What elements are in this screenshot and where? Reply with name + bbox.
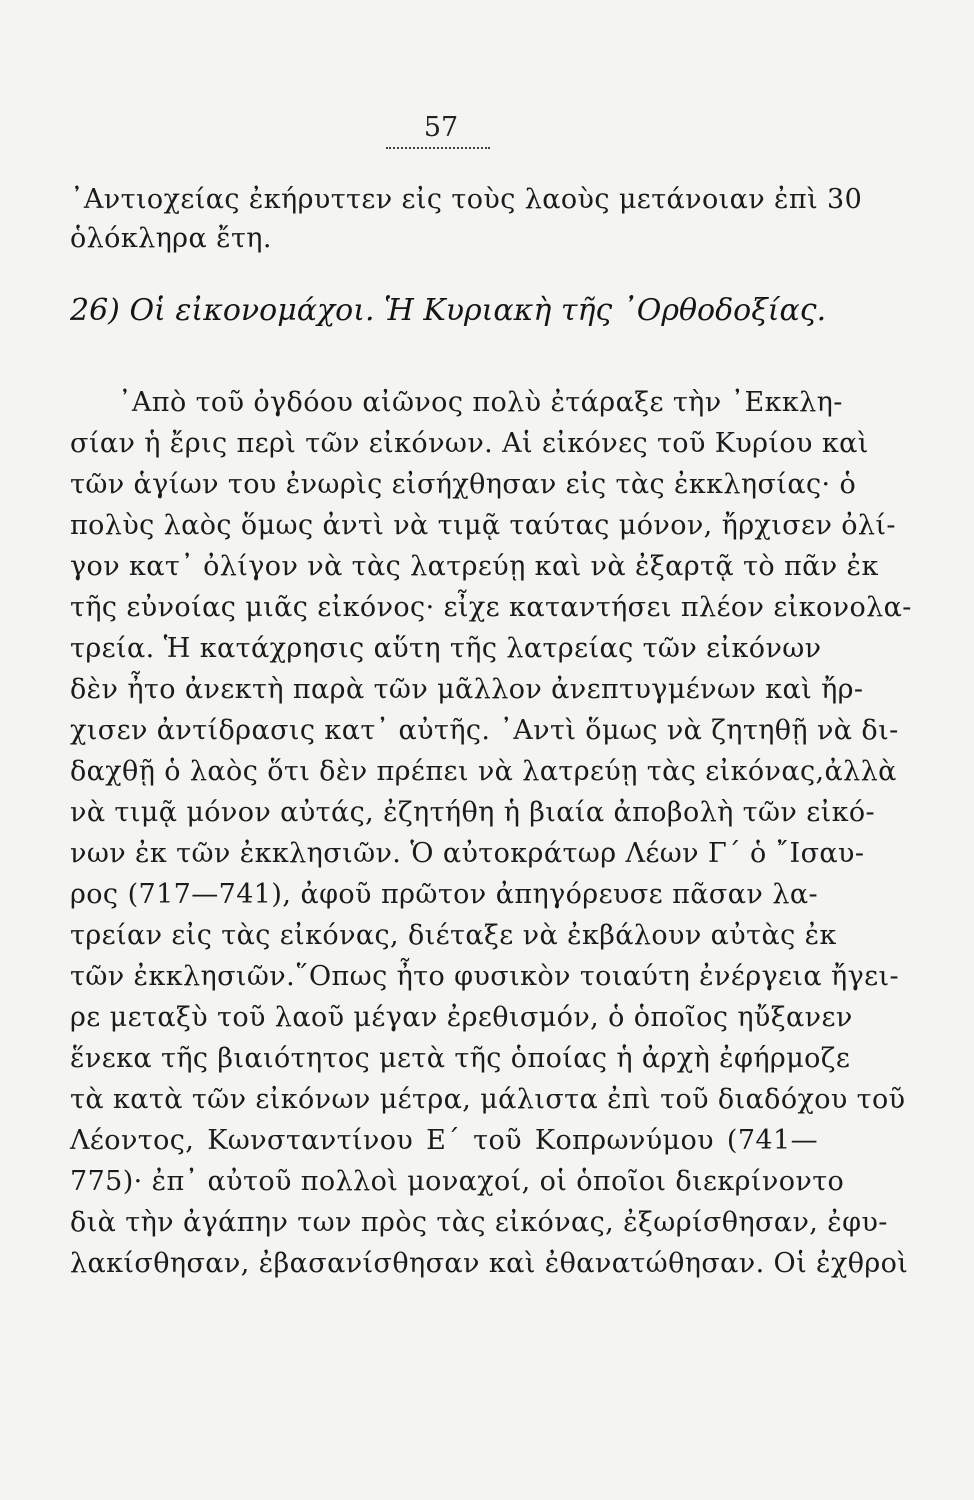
body-line: ρε μεταξὺ τοῦ λαοῦ μέγαν ἐρεθισμόν, ὁ ὁποῖος ηὔξανεν bbox=[70, 1002, 853, 1033]
body-line: δαχθῇ ὁ λαὸς ὅτι δὲν πρέπει νὰ λατρεύῃ τὰς εἰκόνας,ἀλλὰ bbox=[70, 756, 897, 787]
body-line: τῶν ἐκκλησιῶν.῞Οπως ἦτο φυσικὸν τοιαύτη ἐνέργεια ἤγει- bbox=[70, 961, 900, 992]
section-heading bbox=[70, 293, 827, 328]
body-line: τρεία. Ἡ κατάχρησις αὕτη τῆς λατρείας τῶν εἰκόνων bbox=[70, 633, 822, 664]
body-line: ᾿Απὸ τοῦ ὀγδόου αἰῶνος πολὺ ἐτάραξε τὴν ᾿Εκκλη- bbox=[118, 387, 843, 418]
body-line: τρείαν εἰς τὰς εἰκόνας, διέταξε νὰ ἐκβάλουν αὐτὰς ἐκ bbox=[70, 920, 837, 951]
body-line: τῶν ἁγίων του ἐνωρὶς εἰσήχθησαν εἰς τὰς ἐκκλησίας· ὁ bbox=[70, 469, 857, 500]
body-line: σίαν ἡ ἔρις περὶ τῶν εἰκόνων. Αἱ εἰκόνες τοῦ Κυρίου καὶ bbox=[70, 428, 869, 459]
body-line: νὰ τιμᾷ μόνον αὐτάς, ἐζητήθη ἡ βιαία ἀποβολὴ τῶν εἰκό- bbox=[70, 797, 876, 828]
body-line: ἕνεκα τῆς βιαιότητος μετὰ τῆς ὁποίας ἡ ἀρχὴ ἐφήρμοζε bbox=[70, 1043, 851, 1074]
body-line: τῆς εὐνοίας μιᾶς εἰκόνος· εἶχε καταντήσει πλέον εἰκονολα- bbox=[70, 592, 912, 623]
body-line: δὲν ἦτο ἀνεκτὴ παρὰ τῶν μᾶλλον ἀνεπτυγμένων καὶ ἤρ- bbox=[70, 674, 864, 705]
body-line: νων ἐκ τῶν ἐκκλησιῶν. Ὁ αὐτοκράτωρ Λέων Γ´ ὁ ῎Ισαυ- bbox=[70, 838, 865, 869]
page-number: 57 bbox=[423, 112, 459, 143]
body-line: γον κατ᾿ ὀλίγον νὰ τὰς λατρεύῃ καὶ νὰ ἐξαρτᾷ τὸ πᾶν ἐκ bbox=[70, 551, 879, 582]
body-line: πολὺς λαὸς ὅμως ἀντὶ νὰ τιμᾷ ταύτας μόνον, ἤρχισεν ὀλί- bbox=[70, 510, 896, 541]
body-line: 775)· ἐπ᾿ αὐτοῦ πολλοὶ μοναχοί, οἱ ὁποῖοι διεκρίνοντο bbox=[70, 1166, 845, 1197]
section-title: Οἱ εἰκονομάχοι. Ἡ Κυριακὴ τῆς ᾿Ορθοδοξίας. bbox=[129, 293, 827, 328]
body-line: διὰ τὴν ἀγάπην των πρὸς τὰς εἰκόνας, ἐξωρίσθησαν, ἐφυ- bbox=[70, 1207, 888, 1238]
body-line: ρος (717—741), ἀφοῦ πρῶτον ἀπηγόρευσε πᾶσαν λα- bbox=[70, 879, 818, 910]
body-line: Λέοντος, Κωνσταντίνου Ε´ τοῦ Κοπρωνύμου (741— bbox=[70, 1125, 818, 1156]
page-number-rule bbox=[386, 147, 490, 149]
body-line: τὰ κατὰ τῶν εἰκόνων μέτρα, μάλιστα ἐπὶ τοῦ διαδόχου τοῦ bbox=[70, 1084, 906, 1115]
intro-line: ὁλόκληρα ἔτη. bbox=[70, 223, 272, 254]
body-line: χισεν ἀντίδρασις κατ᾿ αὐτῆς. ᾿Αντὶ ὅμως νὰ ζητηθῇ νὰ δι- bbox=[70, 715, 899, 746]
section-number: 26) bbox=[70, 293, 120, 328]
intro-line: ᾿Αντιοχείας ἐκήρυττεν εἰς τοὺς λαοὺς μετάνοιαν ἐπὶ 30 bbox=[70, 184, 863, 215]
body-line: λακίσθησαν, ἐβασανίσθησαν καὶ ἐθανατώθησαν. Οἱ ἐχθροὶ bbox=[70, 1248, 909, 1279]
